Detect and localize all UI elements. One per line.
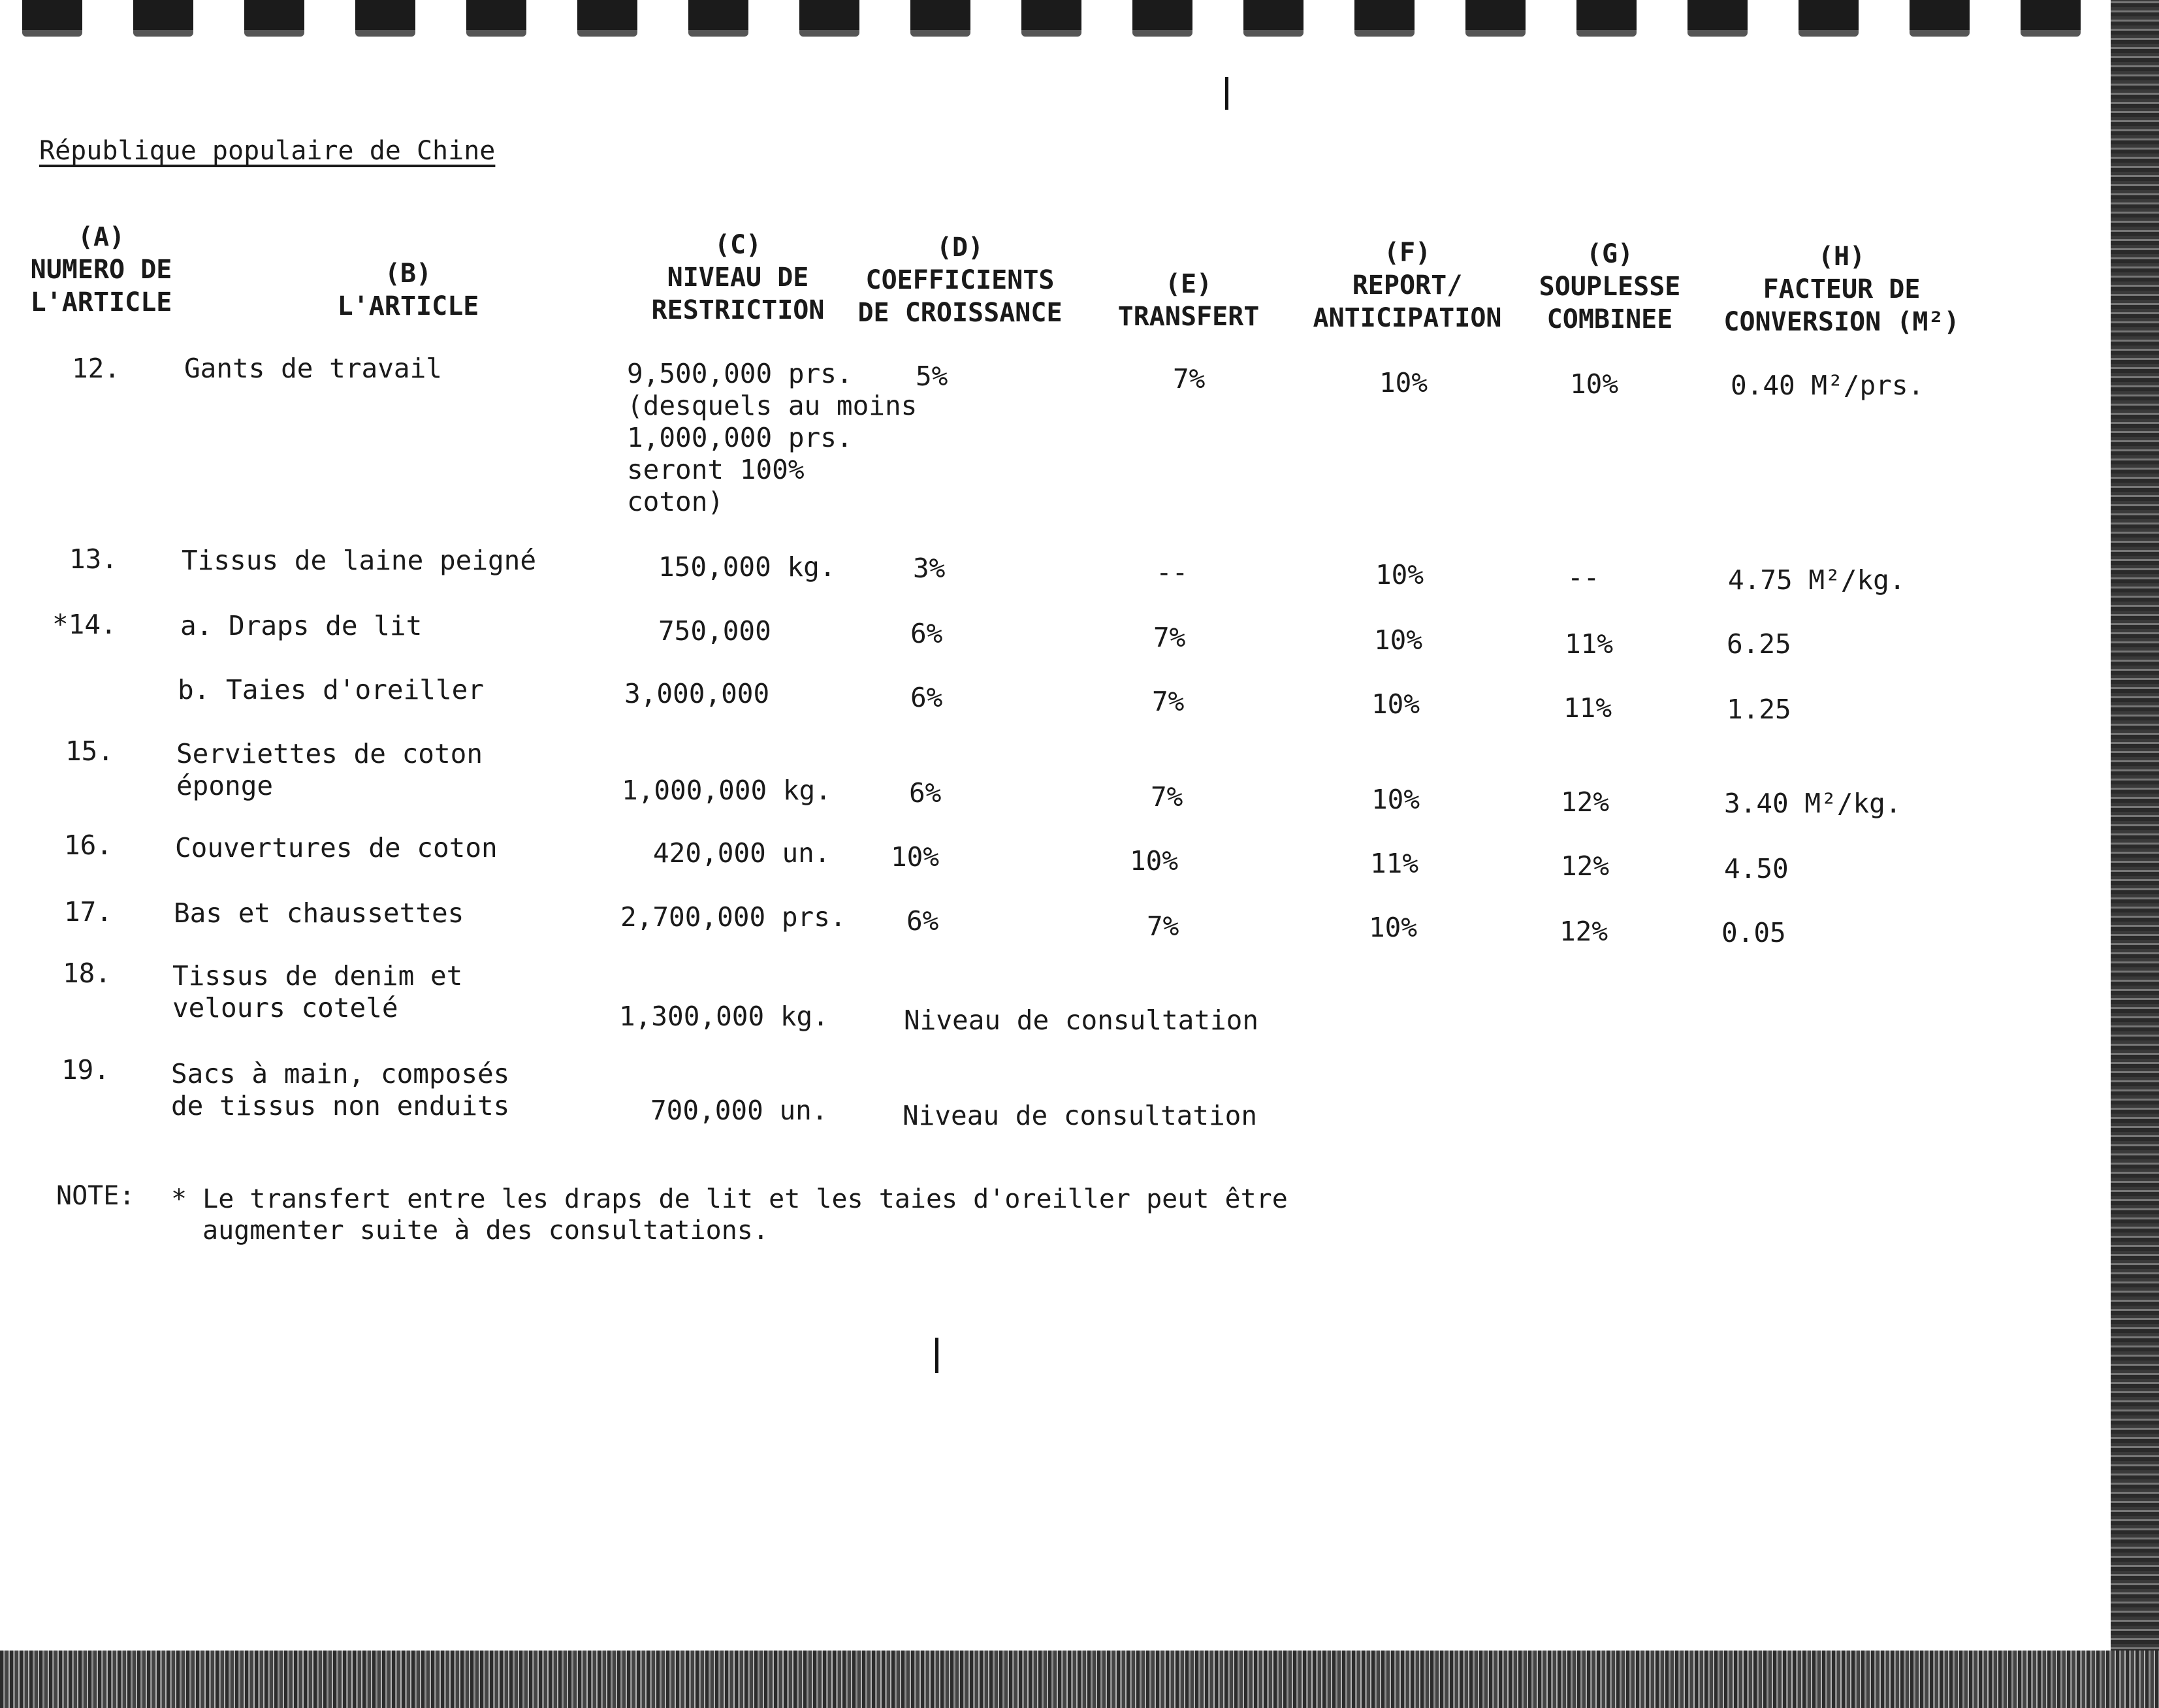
row-18-article: Tissus de denim et velours cotelé — [172, 960, 463, 1023]
binding-ring — [133, 0, 193, 37]
binding-ring — [1465, 0, 1526, 37]
binding-ring — [244, 0, 304, 37]
row-14b-croissance: 6% — [910, 682, 943, 713]
binding-ring — [355, 0, 415, 37]
row-12-facteur: 0.40 M²/prs. — [1731, 370, 1925, 401]
header-niveau: (C) NIVEAU DE RESTRICTION — [651, 230, 825, 325]
row-16-article: Couvertures de coton — [175, 832, 498, 863]
row-12-niveau: 9,500,000 prs. (desquels au moins 1,000,000 prs. seront 100% coton) — [627, 358, 918, 517]
row-14b-souplesse: 11% — [1563, 692, 1612, 724]
binding-ring — [1799, 0, 1859, 37]
row-14a-souplesse: 11% — [1565, 628, 1614, 660]
page-title: République populaire de Chine — [39, 136, 496, 166]
row-14b-facteur: 1.25 — [1727, 694, 1791, 725]
scan-edge-right — [2111, 0, 2159, 1708]
binding-ring — [910, 0, 970, 37]
row-15-croissance: 6% — [909, 777, 942, 809]
header-article: (B) L'ARTICLE — [337, 259, 479, 321]
row-12-souplesse: 10% — [1570, 368, 1619, 400]
row-13-facteur: 4.75 M²/kg. — [1728, 564, 1906, 596]
row-16-num: 16. — [64, 830, 113, 861]
row-13-croissance: 3% — [913, 553, 946, 584]
row-14b-article: b. Taies d'oreiller — [178, 674, 484, 705]
row-12-num: 12. — [72, 353, 121, 384]
scan-mark — [935, 1338, 938, 1373]
row-17-article: Bas et chaussettes — [174, 897, 464, 929]
row-14b-transfert: 7% — [1152, 686, 1185, 717]
row-19-article: Sacs à main, composés de tissus non enduits — [171, 1058, 510, 1121]
row-15-niveau: 1,000,000 kg. — [622, 775, 831, 806]
row-14b-report: 10% — [1371, 688, 1420, 720]
row-14a-niveau: 750,000 — [658, 615, 771, 647]
row-14a-num: *14. — [52, 609, 117, 640]
row-19-consultation: Niveau de consultation — [903, 1100, 1258, 1131]
row-17-num: 17. — [64, 896, 113, 927]
row-14a-facteur: 6.25 — [1727, 628, 1791, 660]
row-12-croissance: 5% — [916, 361, 948, 392]
row-16-souplesse: 12% — [1561, 850, 1610, 882]
row-17-facteur: 0.05 — [1721, 917, 1786, 948]
row-15-transfert: 7% — [1151, 781, 1183, 813]
binding-ring — [1243, 0, 1303, 37]
row-13-niveau: 150,000 kg. — [658, 551, 836, 583]
row-18-consultation: Niveau de consultation — [904, 1005, 1259, 1036]
binding-ring — [577, 0, 637, 37]
row-19-num: 19. — [61, 1054, 110, 1086]
row-15-report: 10% — [1371, 784, 1420, 815]
binding-ring — [1354, 0, 1415, 37]
row-16-transfert: 10% — [1130, 845, 1179, 877]
binding-ring — [799, 0, 859, 37]
header-transfert: (E) TRANSFERT — [1117, 269, 1260, 332]
binding-ring — [1576, 0, 1637, 37]
row-14a-croissance: 6% — [910, 618, 943, 649]
scan-mark — [1225, 77, 1228, 110]
header-report: (F) REPORT/ ANTICIPATION — [1313, 238, 1502, 333]
header-coefficients: (D) COEFFICIENTS DE CROISSANCE — [857, 233, 1063, 328]
row-14a-report: 10% — [1374, 624, 1423, 656]
row-19-niveau: 700,000 un. — [650, 1095, 828, 1126]
row-16-facteur: 4.50 — [1724, 853, 1789, 884]
row-12-report: 10% — [1379, 367, 1428, 398]
binding-ring — [688, 0, 748, 37]
row-15-article: Serviettes de coton éponge — [176, 738, 483, 801]
row-17-souplesse: 12% — [1559, 916, 1608, 947]
row-18-num: 18. — [63, 958, 112, 989]
row-15-facteur: 3.40 M²/kg. — [1724, 788, 1902, 819]
note-label: NOTE: — [56, 1181, 135, 1211]
header-facteur: (H) FACTEUR DE CONVERSION (M²) — [1723, 242, 1960, 337]
row-17-report: 10% — [1369, 912, 1418, 943]
row-12-transfert: 7% — [1173, 363, 1206, 395]
row-13-transfert: -- — [1156, 556, 1189, 588]
row-16-report: 11% — [1370, 848, 1419, 879]
header-numero: (A) NUMERO DE L'ARTICLE — [30, 222, 172, 317]
binding-ring — [2021, 0, 2081, 37]
row-15-num: 15. — [65, 735, 114, 767]
row-14b-niveau: 3,000,000 — [624, 678, 770, 709]
binding-ring — [466, 0, 526, 37]
binding-ring — [1021, 0, 1081, 37]
row-17-croissance: 6% — [906, 905, 939, 937]
row-13-souplesse: -- — [1567, 562, 1600, 593]
row-17-niveau: 2,700,000 prs. — [620, 901, 846, 933]
binding-ring — [1687, 0, 1748, 37]
scan-edge-bottom — [0, 1651, 2159, 1708]
row-17-transfert: 7% — [1147, 910, 1179, 942]
row-13-article: Tissus de laine peigné — [182, 545, 537, 576]
spiral-binding — [0, 0, 2159, 40]
header-souplesse: (G) SOUPLESSE COMBINEE — [1539, 239, 1681, 334]
row-14a-article: a. Draps de lit — [180, 610, 423, 641]
row-13-report: 10% — [1375, 559, 1424, 590]
row-16-croissance: 10% — [891, 841, 940, 873]
binding-ring — [1910, 0, 1970, 37]
row-14a-transfert: 7% — [1153, 622, 1186, 653]
row-12-article: Gants de travail — [184, 353, 442, 384]
row-16-niveau: 420,000 un. — [653, 837, 831, 869]
binding-ring — [22, 0, 82, 37]
row-15-souplesse: 12% — [1561, 786, 1610, 818]
row-13-num: 13. — [69, 543, 118, 575]
note-text: * Le transfert entre les draps de lit et les taies d'oreiller peut être augmenter suite à des consultations. — [171, 1184, 1288, 1246]
binding-ring — [1132, 0, 1192, 37]
row-18-niveau: 1,300,000 kg. — [619, 1001, 829, 1032]
